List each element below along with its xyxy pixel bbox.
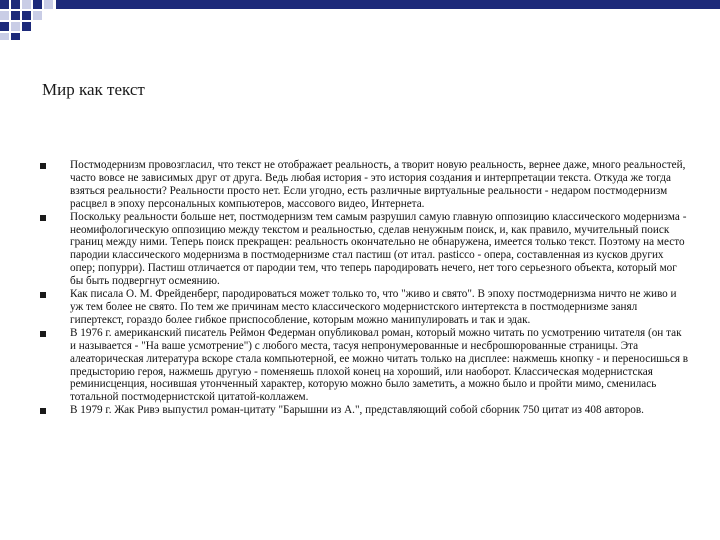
bullet-item — [40, 288, 690, 327]
bullet-list — [40, 159, 690, 417]
corner-square — [11, 22, 20, 31]
decorative-corner-squares — [0, 0, 720, 40]
header-bar — [56, 0, 720, 9]
square-bullet-icon — [40, 408, 46, 414]
corner-square — [0, 11, 9, 20]
bullet-item — [40, 404, 690, 417]
corner-square — [11, 33, 20, 40]
bullet-text: В 1976 г. американский писатель Реймон Федерман опубликовал роман, который можно читать по усмотрению читателя (он так и называется - "На ваше усмотрение") с любого места, тасуя непронумерованные и несброшюрованные страницы. Эта алеаторическая литература вскоре стала компьютерной, ее можно читать только на дисплее: нажмешь кнопку - и переносишься в предысторию героя, нажмешь другую - поменяешь плохой конец на хороший, или наоборот. Классическая модернистская реминисценция, носившая утонченный характер, которую можно было заметить, а можно было и пройти мимо, сменилась тотальной постмодернистской цитатой-коллажем. — [70, 326, 689, 404]
corner-square — [22, 0, 31, 9]
corner-square — [22, 22, 31, 31]
slide-title: Мир как текст — [42, 80, 145, 99]
corner-square — [11, 11, 20, 20]
corner-square — [33, 11, 42, 20]
square-bullet-icon — [40, 292, 46, 298]
corner-square — [0, 0, 9, 9]
corner-square — [11, 0, 20, 9]
corner-square — [22, 11, 31, 20]
bullet-text: В 1979 г. Жак Ривэ выпустил роман-цитату "Барышни из А.", представляющий собой сборник 750 цитат из 408 авторов. — [70, 404, 644, 417]
bullet-item — [40, 211, 690, 288]
bullet-text: Постмодернизм провозгласил, что текст не отображает реальность, а творит новую реальность, вернее даже, много реальностей, часто вовсе не зависимых друг от друга. Ведь любая история - это история создания и интерпретации текста. Откуда же тогда взяться реальности? Реальности просто нет. Если угодно, есть различные виртуальные реальности - недаром постмодернизм расцвел в эпоху персональных компьютеров, массового видео, Интернета. — [70, 159, 686, 210]
square-bullet-icon — [40, 163, 46, 169]
bullet-text: Как писала О. М. Фрейденберг, пародироваться может только то, что "живо и свято". В эпоху постмодернизма ничто не живо и уж тем более не свято. По тем же причинам место классического модернистского интертекста в постмодернизме занял гипертекст, гораздо более гибкое приспособление, которым можно манипулировать и так и эдак. — [70, 288, 677, 326]
bullet-item — [40, 327, 690, 404]
bullet-item — [40, 159, 690, 211]
corner-square — [44, 0, 53, 9]
corner-square — [0, 22, 9, 31]
square-bullet-icon — [40, 331, 46, 337]
corner-square — [33, 0, 42, 9]
bullet-text: Поскольку реальности больше нет, постмодернизм тем самым разрушил самую главную оппозицию классического модернизма - неомифологическую оппозицию между текстом и реальностью, сделав ненужным поиск, и, как правило, мучительный поиск границ между ними. Теперь поиск прекращен: реальность окончательно не обнаружена, имеется только текст. Поэтому на место пародии классического модернизма в постмодернизме стал пастиш (от итал. pasticco - опера, составленная из кусков других опер; попурри). Пастиш отличается от пародии тем, что теперь пародировать нечего, нет того серьезного объекта, который мог бы быть подвергнут осмеянию. — [70, 210, 687, 288]
square-bullet-icon — [40, 215, 46, 221]
corner-square — [0, 33, 9, 40]
